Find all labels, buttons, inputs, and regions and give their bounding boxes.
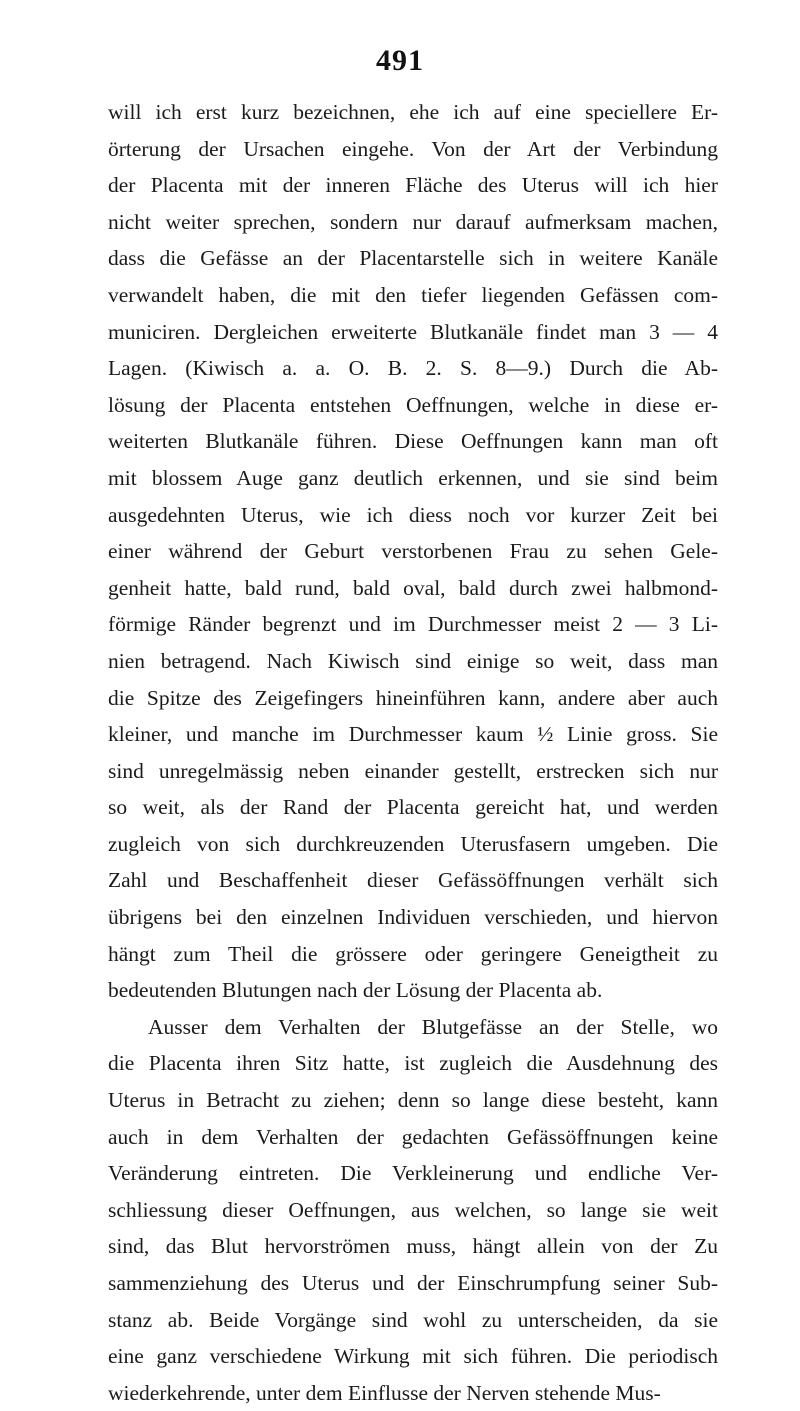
text-line: sind unregelmässig neben einander gestellt, erstrecken sich nur	[108, 758, 718, 783]
text-line: auch in dem Verhalten der gedachten Gefässöffnungen keine	[108, 1124, 718, 1149]
text-line: eine ganz verschiedene Wirkung mit sich führen. Die periodisch	[108, 1344, 718, 1369]
text-line: bedeutenden Blutungen nach der Lösung der Placenta ab.	[108, 978, 603, 1003]
text-line: zugleich von sich durchkreuzenden Uterusfasern umgeben. Die	[108, 831, 718, 856]
text-line: die Placenta ihren Sitz hatte, ist zugleich die Ausdehnung des	[108, 1051, 718, 1076]
text-line: nicht weiter sprechen, sondern nur darauf aufmerksam machen,	[108, 209, 718, 234]
text-line: Uterus in Betracht zu ziehen; denn so lange diese besteht, kann	[108, 1088, 718, 1113]
text-line: will ich erst kurz bezeichnen, ehe ich auf eine speciellere Er-	[108, 100, 718, 124]
text-line: die Spitze des Zeigefingers hineinführen kann, andere aber auch	[108, 685, 718, 710]
text-line: Zahl und Beschaffenheit dieser Gefässöffnungen verhält sich	[108, 868, 718, 893]
text-line: weiterten Blutkanäle führen. Diese Oeffnungen kann man oft	[108, 429, 718, 454]
text-line: Veränderung eintreten. Die Verkleinerung und endliche Ver-	[108, 1161, 718, 1186]
text-line: Lagen. (Kiwisch a. a. O. B. 2. S. 8—9.) Durch die Ab-	[108, 356, 718, 381]
text-line: einer während der Geburt verstorbenen Frau zu sehen Gele-	[108, 539, 718, 564]
text-line: sammenziehung des Uterus und der Einschrumpfung seiner Sub-	[108, 1271, 718, 1295]
text-line: Ausser dem Verhalten der Blutgefässe an der Stelle, wo	[148, 1014, 718, 1039]
text-line: wiederkehrende, unter dem Einflusse der Nerven stehende Mus-	[108, 1380, 661, 1405]
text-line: sind, das Blut hervorströmen muss, hängt allein von der Zu	[108, 1234, 718, 1259]
page-number: 491	[376, 44, 424, 77]
text-line: nien betragend. Nach Kiwisch sind einige so weit, dass man	[108, 648, 718, 673]
text-line: stanz ab. Beide Vorgänge sind wohl zu unterscheiden, da sie	[108, 1307, 718, 1332]
text-line: ausgedehnten Uterus, wie ich diess noch vor kurzer Zeit bei	[108, 502, 718, 527]
text-line: genheit hatte, bald rund, bald oval, bald durch zwei halbmond-	[108, 575, 718, 600]
text-line: dass die Gefässe an der Placentarstelle sich in weitere Kanäle	[108, 246, 718, 271]
text-line: schliessung dieser Oeffnungen, aus welchen, so lange sie weit	[108, 1197, 718, 1222]
text-line: kleiner, und manche im Durchmesser kaum ½ Linie gross. Sie	[108, 722, 718, 747]
text-line: municiren. Dergleichen erweiterte Blutkanäle findet man 3 — 4	[108, 319, 718, 344]
text-line: mit blossem Auge ganz deutlich erkennen, und sie sind beim	[108, 465, 718, 490]
text-line: örterung der Ursachen eingehe. Von der Art der Verbindung	[108, 136, 718, 161]
text-line: hängt zum Theil die grössere oder geringere Geneigtheit zu	[108, 941, 718, 966]
text-line: übrigens bei den einzelnen Individuen verschieden, und hiervon	[108, 905, 718, 930]
text-line: so weit, als der Rand der Placenta gereicht hat, und werden	[108, 795, 718, 820]
text-line: der Placenta mit der inneren Fläche des Uterus will ich hier	[108, 173, 718, 198]
text-line: verwandelt haben, die mit den tiefer liegenden Gefässen com-	[108, 282, 718, 307]
text-line: förmige Ränder begrenzt und im Durchmesser meist 2 — 3 Li-	[108, 612, 718, 637]
text-line: lösung der Placenta entstehen Oeffnungen, welche in diese er-	[108, 392, 718, 417]
body-text	[108, 94, 718, 1411]
